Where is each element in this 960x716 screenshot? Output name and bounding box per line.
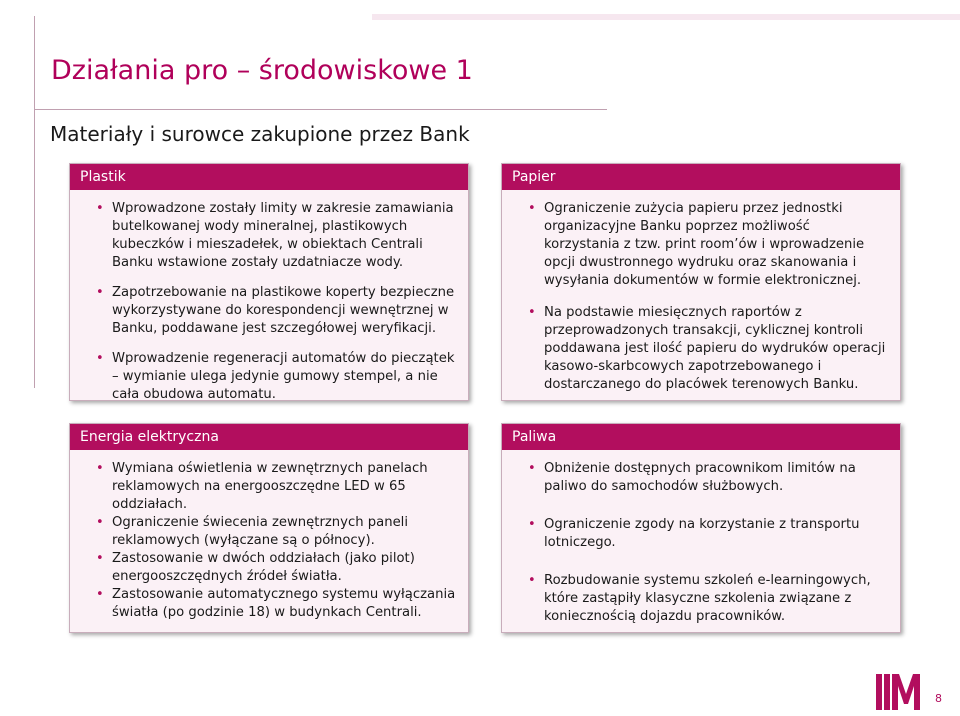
list-item: • Ograniczenie zużycia papieru przez jednostki organizacyjne Banku poprzez możliwość korzystania z tzw. print room’ów i wprowadzenie opcji dwustronnego wydruku oraz skanowania i wysyłania dokumentów w formie elektronicznej. bbox=[528, 200, 888, 290]
list-item: • Zapotrzebowanie na plastikowe koperty bezpieczne wykorzystywane do korespondencji wewnętrznej w Banku, poddawane jest szczegółowej weryfikacji. bbox=[96, 284, 456, 338]
list-item: • Ograniczenie świecenia zewnętrznych paneli reklamowych (wyłączane są o północy). bbox=[96, 514, 456, 550]
bank-m-logo-icon bbox=[876, 672, 922, 712]
panel-header-plastik: Plastik bbox=[70, 164, 468, 190]
list-item: • Wprowadzenie regeneracji automatów do pieczątek – wymianie ulega jedynie gumowy stempel, a nie cała obudowa automatu. bbox=[96, 350, 456, 404]
page-subtitle: Materiały i surowce zakupione przez Bank bbox=[50, 122, 470, 146]
list-item: • Rozbudowanie systemu szkoleń e-learningowych, które zastąpiły klasyczne szkolenia związane z koniecznością dojazdu pracowników. bbox=[528, 572, 888, 626]
list-item: • Wymiana oświetlenia w zewnętrznych panelach reklamowych na energooszczędne LED w 65 oddziałach. bbox=[96, 460, 456, 514]
list-item: • Wprowadzone zostały limity w zakresie zamawiania butelkowanej wody mineralnej, plastikowych kubeczków i mieszadełek, w obiektach Centrali Banku wstawione zostały uzdatniacze wody. bbox=[96, 200, 456, 272]
panel-header-paliwa: Paliwa bbox=[502, 424, 900, 450]
bullet-list-plastik bbox=[96, 200, 456, 404]
bullet-list-papier bbox=[528, 200, 888, 394]
list-item: • Na podstawie miesięcznych raportów z przeprowadzonych transakcji, cyklicznej kontroli poddawana jest ilość papieru do wydruków operacji kasowo-skarbcowych zapotrzebowanego i dostarczanego do placówek terenowych Banku. bbox=[528, 304, 888, 394]
page-title: Działania pro – środowiskowe 1 bbox=[51, 55, 473, 86]
vertical-divider bbox=[34, 16, 35, 388]
panel-plastik bbox=[69, 163, 469, 401]
bullet-list-paliwa bbox=[528, 460, 888, 626]
panel-energia-elektryczna bbox=[69, 423, 469, 633]
panel-header-papier: Papier bbox=[502, 164, 900, 190]
list-item: • Zastosowanie w dwóch oddziałach (jako pilot) energooszczędnych źródeł światła. bbox=[96, 550, 456, 586]
panel-header-energia: Energia elektryczna bbox=[70, 424, 468, 450]
list-item: • Zastosowanie automatycznego systemu wyłączania światła (po godzinie 18) w budynkach Centrali. bbox=[96, 586, 456, 622]
title-divider bbox=[34, 109, 607, 110]
list-item: • Ograniczenie zgody na korzystanie z transportu lotniczego. bbox=[528, 516, 888, 552]
bullet-list-energia bbox=[96, 460, 456, 622]
panel-paliwa bbox=[501, 423, 901, 633]
top-decor-band bbox=[372, 14, 960, 20]
panel-papier bbox=[501, 163, 901, 401]
page-number: 8 bbox=[935, 692, 942, 705]
list-item: • Obniżenie dostępnych pracownikom limitów na paliwo do samochodów służbowych. bbox=[528, 460, 888, 496]
